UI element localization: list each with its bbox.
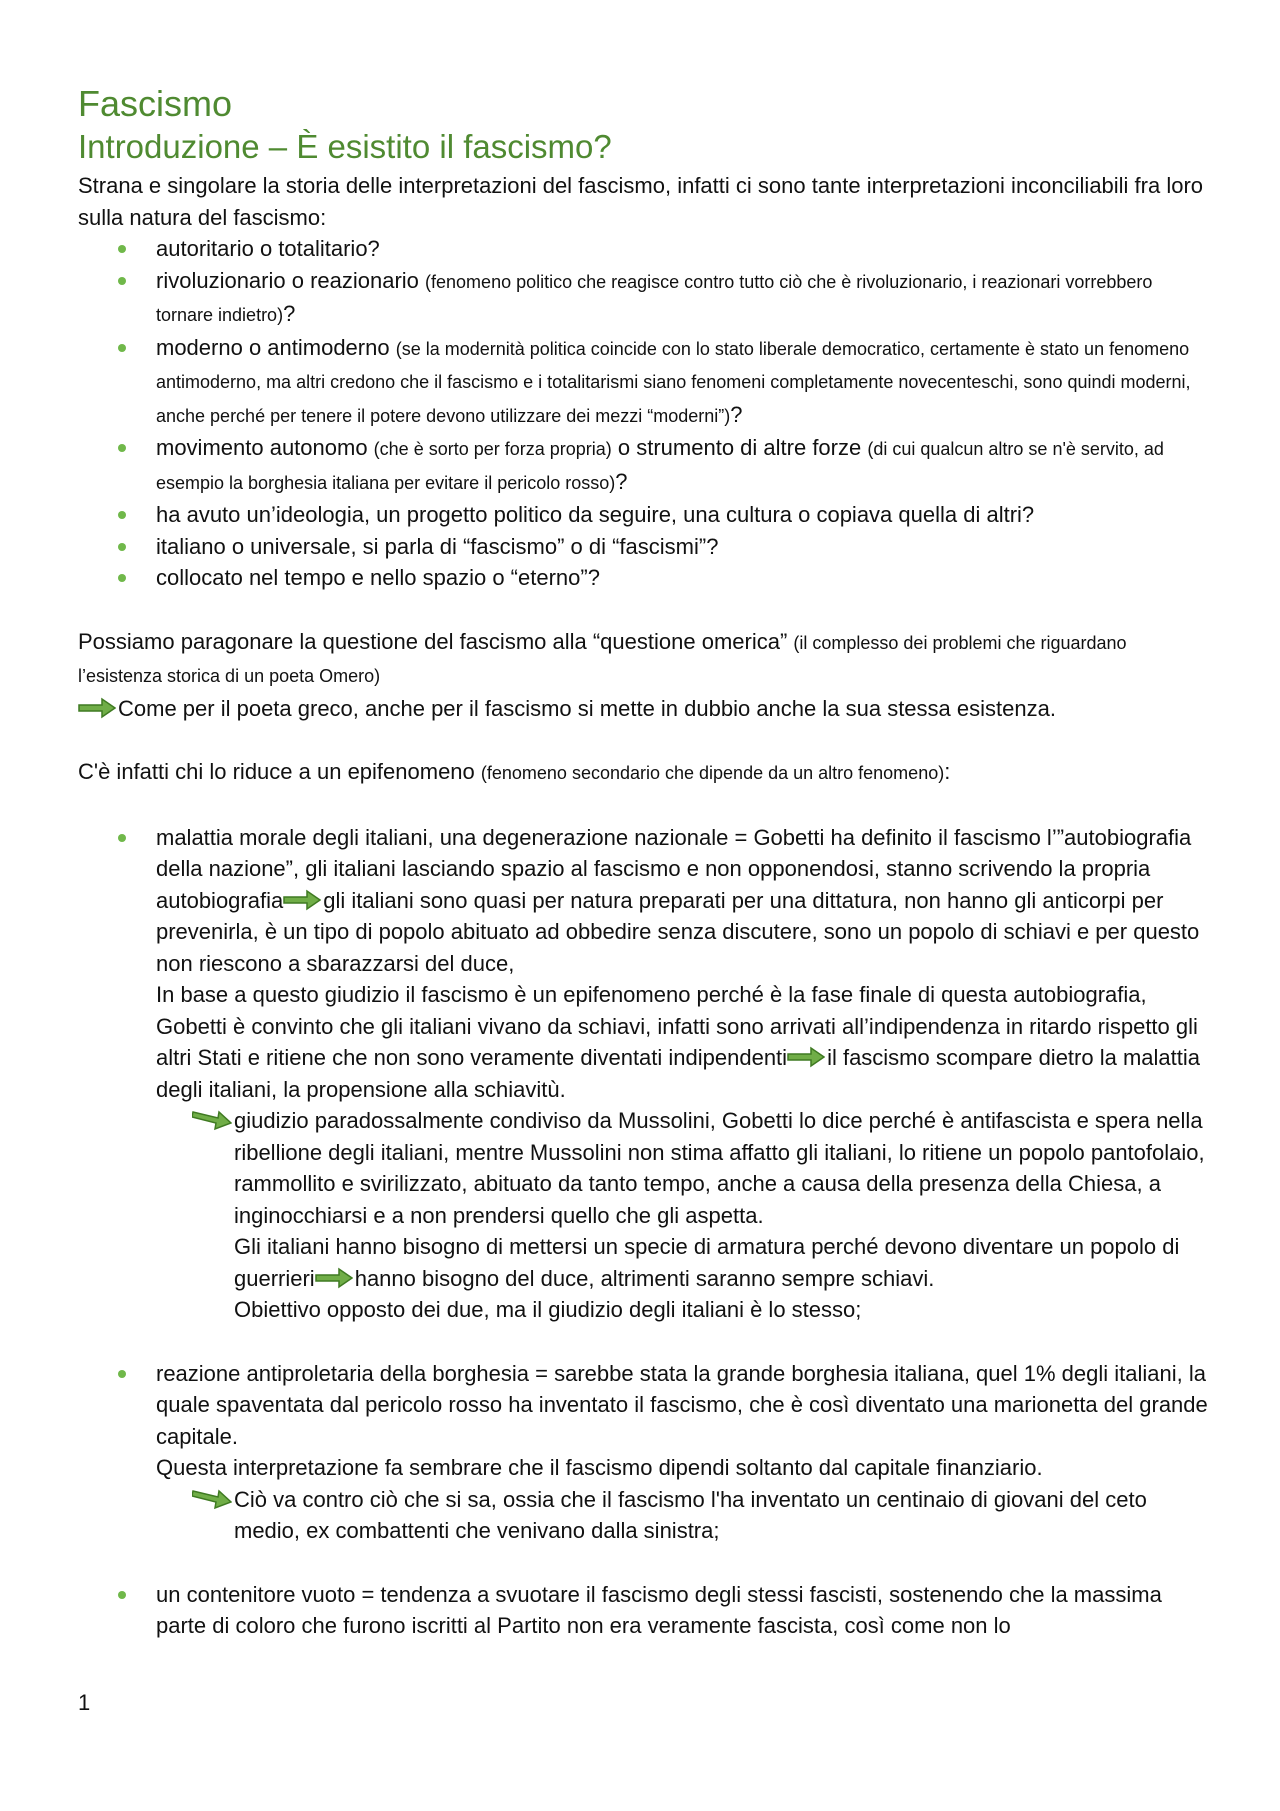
curved-arrow-icon bbox=[192, 1488, 232, 1510]
list-item: movimento autonomo (che è sorto per forza propria) o strumento di altre forze (di cui qualcun altro se n'è servito, ad esempio la borghesia italiana per evitare il pericolo rosso)? bbox=[78, 432, 1208, 499]
list-item: ha avuto un’ideologia, un progetto politico da seguire, una cultura o copiava quella di altri? bbox=[78, 499, 1208, 531]
sub-note: giudizio paradossalmente condiviso da Mussolini, Gobetti lo dice perché è antifascista e spera nella ribellione degli italiani, mentre Mussolini non stima affatto gli italiani, lo ritiene un popolo pantofolaio, rammollito e svirilizzato, abituato da tanto tempo, anche a causa della presenza della Chiesa, a inginocchiarsi e a non prendersi quello che gli aspetta. Gli italiani hanno bisogno di mettersi un specie di armatura perché devono diventare un popolo di guerrieri hanno bisogno del duce, altrimenti saranno sempre schiavi. Obiettivo opposto dei due, ma il giudizio degli italiani è lo stesso; bbox=[156, 1105, 1208, 1326]
omerica-paragraph: Possiamo paragonare la questione del fascismo alla “questione omerica” (il complesso dei problemi che riguardano l’esistenza storica di un poeta Omero) bbox=[78, 628, 1127, 686]
omerica-arrow-line: Come per il poeta greco, anche per il fascismo si mette in dubbio anche la sua stessa esistenza. bbox=[78, 693, 1208, 725]
list-item: italiano o universale, si parla di “fascismo” o di “fascismi”? bbox=[78, 531, 1208, 563]
list-item: collocato nel tempo e nello spazio o “eterno”? bbox=[78, 562, 1208, 594]
document-page bbox=[78, 82, 1208, 1642]
right-arrow-icon bbox=[283, 889, 321, 911]
right-arrow-icon bbox=[787, 1046, 825, 1068]
questions-list bbox=[78, 233, 1208, 594]
curved-arrow-icon bbox=[192, 1109, 232, 1131]
list-item-reazione: reazione antiproletaria della borghesia = sarebbe stata la grande borghesia italiana, quel 1% degli italiani, la quale spaventata dal pericolo rosso ha inventato il fascismo, che è così diventato una marionetta del grande capitale. Questa interpretazione fa sembrare che il fascismo dipendi soltanto dal capitale finanziario. Ciò va contro ciò che si sa, ossia che il fascismo l'ha inventato un centinaio di giovani del ceto medio, ex combattenti che venivano dalla sinistra; bbox=[78, 1358, 1208, 1547]
list-item-contenitore: un contenitore vuoto = tendenza a svuotare il fascismo degli stessi fascisti, sostenendo che la massima parte di coloro che furono iscritti al Partito non era veramente fascista, così come non lo bbox=[78, 1579, 1208, 1642]
page-title: Fascismo bbox=[78, 83, 233, 124]
right-arrow-icon bbox=[315, 1267, 353, 1289]
sub-note: Ciò va contro ciò che si sa, ossia che il fascismo l'ha inventato un centinaio di giovani del ceto medio, ex combattenti che venivano dalla sinistra; bbox=[156, 1484, 1208, 1547]
list-item-malattia: malattia morale degli italiani, una degenerazione nazionale = Gobetti ha definito il fascismo l’”autobiografia della nazione”, gli italiani lasciando spazio al fascismo e non opponendosi, stanno scrivendo la propria autobiografia gli italiani sono quasi per natura preparati per una dittatura, non hanno gli anticorpi per prevenirla, è un tipo di popolo abituato ad obbedire senza discutere, sono un popolo di schiavi e per questo non riescono a sbarazzarsi del duce, In base a questo giudizio il fascismo è un epifenomeno perché è la fase finale di questa autobiografia, Gobetti è convinto che gli italiani vivano da schiavi, infatti sono arrivati all’indipendenza in ritardo rispetto gli altri Stati e ritiene che non sono veramente diventati indipendenti il fascismo scompare dietro la malattia degli italiani, la propensione alla schiavitù. giudizio paradossalmente condiviso da Mussolini, Gobetti lo dice perché è antifascista e spera nella ribellione degli italiani, mentre Mussolini non stima affatto gli italiani, lo ritiene un popolo pantofolaio, rammollito e svirilizzato, abituato da tanto tempo, anche a causa della presenza della Chiesa, a inginocchiarsi e a non prendersi quello che gli aspetta. Gli italiani hanno bisogno di mettersi un specie di armatura perché devono diventare un popolo di guerrieri hanno bisogno del duce, altrimenti saranno sempre schiavi. Obiettivo opposto dei due, ma il giudizio degli italiani è lo stesso; bbox=[78, 822, 1208, 1326]
list-item: rivoluzionario o reazionario (fenomeno politico che reagisce contro tutto ciò che è rivoluzionario, i reazionari vorrebbero tornare indietro)? bbox=[78, 265, 1208, 332]
list-item: moderno o antimoderno (se la modernità politica coincide con lo stato liberale democratico, certamente è stato un fenomeno antimoderno, ma altri credono che il fascismo e i totalitarismi siano fenomeni completamente novecenteschi, sono quindi moderni, anche perché per tenere il potere devono utilizzare dei mezzi “moderni”)? bbox=[78, 332, 1208, 433]
list-item: autoritario o totalitario? bbox=[78, 233, 1208, 265]
interpretations-list bbox=[78, 822, 1208, 1326]
intro-paragraph: Strana e singolare la storia delle interpretazioni del fascismo, infatti ci sono tante interpretazioni inconciliabili fra loro sulla natura del fascismo: bbox=[78, 173, 1204, 230]
interpretations-list-2 bbox=[78, 1358, 1208, 1547]
interpretations-list-3 bbox=[78, 1579, 1208, 1642]
epifenomeno-paragraph: C'è infatti chi lo riduce a un epifenomeno (fenomeno secondario che dipende da un altro fenomeno): bbox=[78, 759, 951, 784]
right-arrow-icon bbox=[78, 697, 116, 719]
page-number: 1 bbox=[78, 1690, 91, 1715]
section-heading: Introduzione – È esistito il fascismo? bbox=[78, 128, 612, 165]
